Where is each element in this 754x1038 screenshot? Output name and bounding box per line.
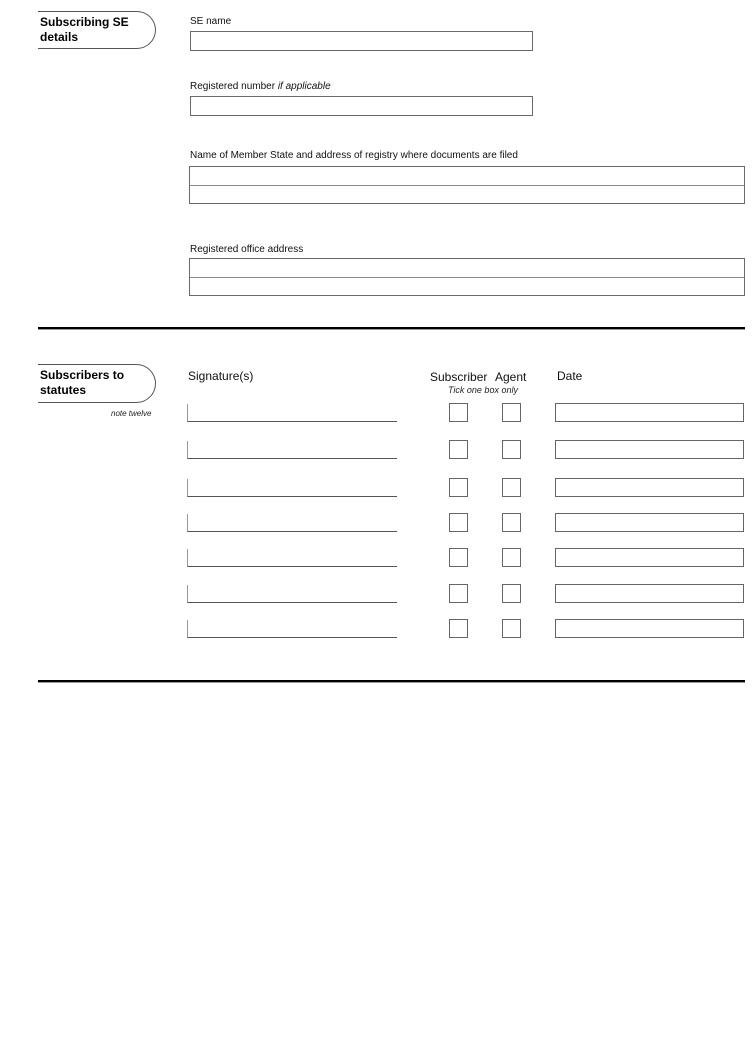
- date-field[interactable]: [555, 548, 744, 567]
- agent-checkbox[interactable]: [502, 440, 521, 459]
- subscriber-checkbox[interactable]: [449, 619, 468, 638]
- section-tab-subscribing-se-details: [38, 11, 156, 49]
- signature-line[interactable]: [187, 549, 397, 567]
- signature-line[interactable]: [187, 585, 397, 603]
- section-title-line2: statutes: [40, 383, 87, 397]
- section-divider: [38, 680, 745, 683]
- registered-number-label: [190, 81, 331, 92]
- registered-number-label-text: Registered number: [190, 81, 276, 92]
- subscriber-checkbox[interactable]: [449, 513, 468, 532]
- field-divider: [190, 185, 744, 186]
- tick-hint: Tick one box only: [448, 385, 518, 395]
- subscriber-checkbox[interactable]: [449, 584, 468, 603]
- agent-checkbox[interactable]: [502, 403, 521, 422]
- section-title-line2: details: [40, 30, 79, 44]
- signature-line[interactable]: [187, 404, 397, 422]
- registered-number-hint: if applicable: [277, 81, 331, 92]
- date-header: Date: [557, 369, 583, 383]
- signature-line[interactable]: [187, 479, 397, 497]
- date-field[interactable]: [555, 478, 744, 497]
- subscriber-checkbox[interactable]: [449, 478, 468, 497]
- section-title-line1: Subscribers to: [40, 368, 125, 382]
- subscriber-checkbox[interactable]: [449, 403, 468, 422]
- registered-number-field[interactable]: [190, 96, 533, 116]
- member-state-label: Name of Member State and address of registry where documents are filed: [190, 150, 518, 161]
- section-title-line1: Subscribing SE: [40, 15, 129, 29]
- note-reference: note twelve: [111, 409, 152, 418]
- signature-line[interactable]: [187, 620, 397, 638]
- agent-checkbox[interactable]: [502, 478, 521, 497]
- agent-checkbox[interactable]: [502, 548, 521, 567]
- section-divider: [38, 327, 745, 330]
- office-address-field[interactable]: [189, 258, 745, 296]
- member-state-field[interactable]: [189, 166, 745, 204]
- field-divider: [190, 277, 744, 278]
- section-tab-subscribers-to-statutes: [38, 364, 156, 403]
- date-field[interactable]: [555, 513, 744, 532]
- signature-line[interactable]: [187, 514, 397, 532]
- signature-header: Signature(s): [188, 369, 254, 383]
- date-field[interactable]: [555, 440, 744, 459]
- agent-checkbox[interactable]: [502, 584, 521, 603]
- date-field[interactable]: [555, 584, 744, 603]
- agent-checkbox[interactable]: [502, 513, 521, 532]
- date-field[interactable]: [555, 403, 744, 422]
- agent-checkbox[interactable]: [502, 619, 521, 638]
- subscriber-checkbox[interactable]: [449, 440, 468, 459]
- subscriber-header: Subscriber: [430, 370, 488, 384]
- se-name-label: SE name: [190, 16, 232, 27]
- agent-header: Agent: [495, 370, 527, 384]
- subscriber-checkbox[interactable]: [449, 548, 468, 567]
- date-field[interactable]: [555, 619, 744, 638]
- office-address-label: Registered office address: [190, 244, 304, 255]
- signature-line[interactable]: [187, 441, 397, 459]
- se-name-field[interactable]: [190, 31, 533, 51]
